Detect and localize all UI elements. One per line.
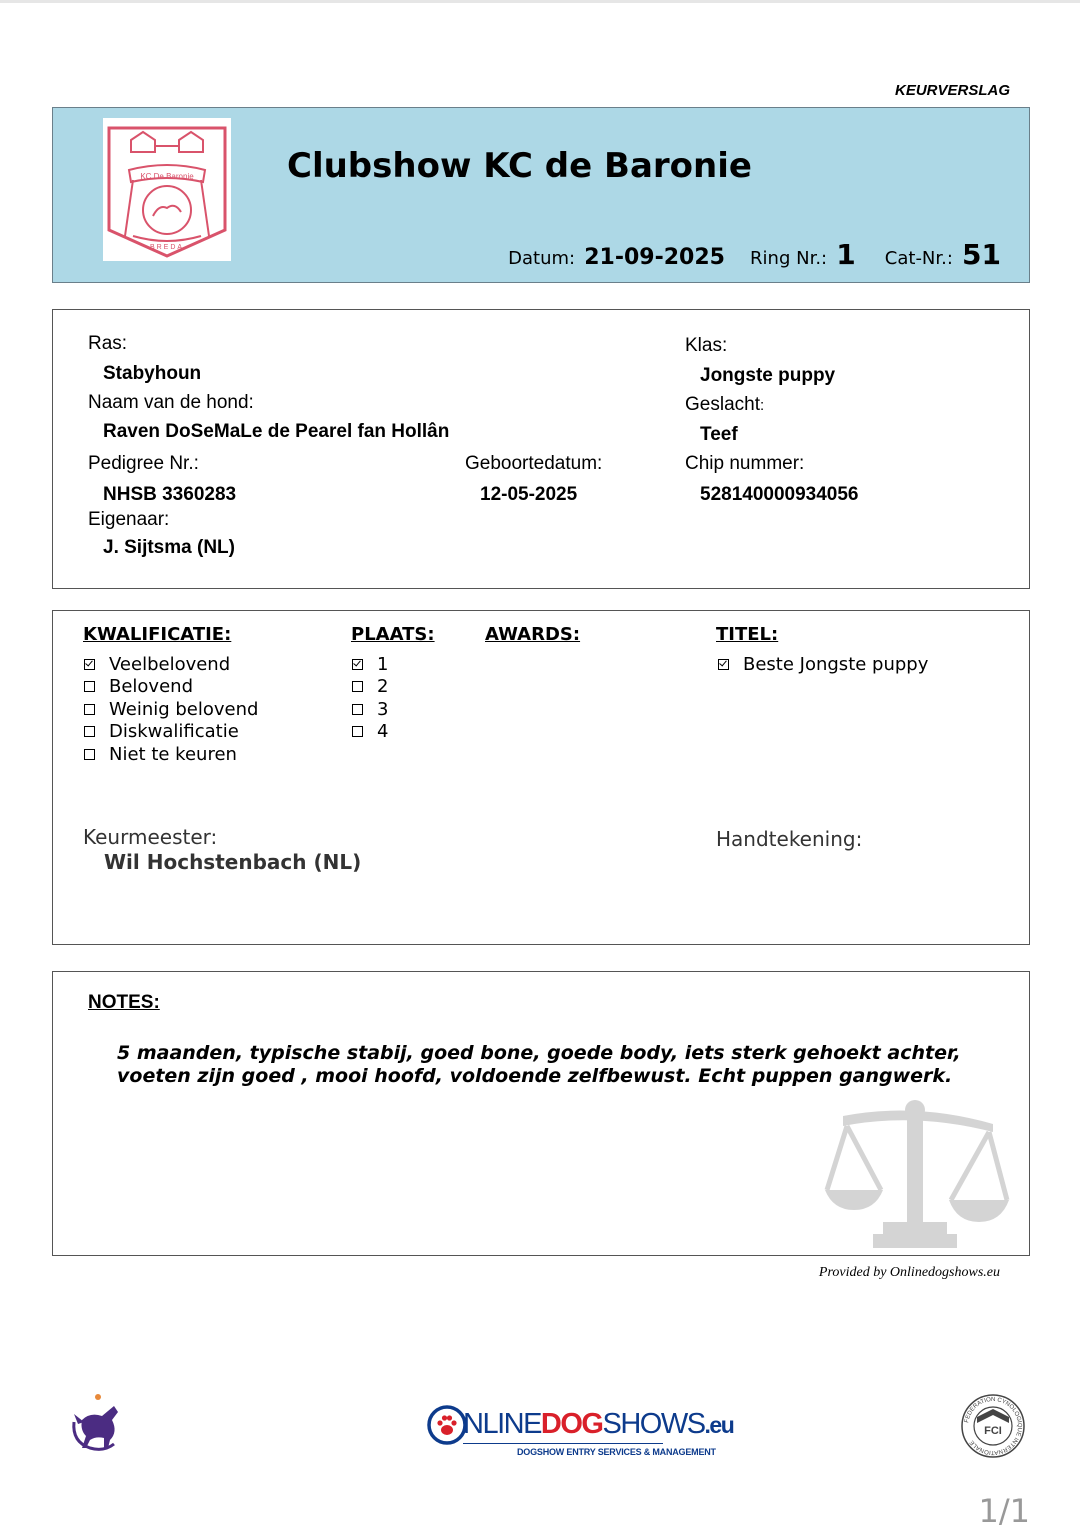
breed-label: Ras:	[88, 333, 128, 354]
cat-value: 51	[962, 238, 1001, 271]
class-value: Jongste puppy	[700, 365, 836, 386]
place-option-label: 4	[377, 721, 389, 743]
qualification-option	[84, 654, 230, 676]
onlinedogshows-wordmark	[463, 1408, 733, 1441]
fci-logo-icon	[960, 1393, 1026, 1459]
page-number: 1/1	[978, 1492, 1030, 1530]
ods-divider	[463, 1443, 663, 1444]
birthdate-label: Geboortedatum:	[465, 453, 603, 474]
judge-value: Wil Hochstenbach (NL)	[104, 850, 362, 874]
show-header	[52, 107, 1030, 283]
checked-box-icon	[84, 659, 95, 670]
checkbox-icon	[352, 681, 363, 692]
checked-box-icon	[352, 659, 363, 670]
dog-info-box	[52, 309, 1030, 589]
club-logo	[103, 118, 231, 261]
club-logo-city: BREDA	[149, 244, 185, 251]
ods-tagline: DOGSHOW ENTRY SERVICES & MANAGEMENT	[517, 1447, 716, 1457]
notes-text: 5 maanden, typische stabij, goed bone, goede body, iets sterk gehoekt achter, voeten zijn goed , mooi hoofd, voldoende zelfbewust. Echt puppen gangwerk.	[117, 1042, 961, 1087]
fci-logo-text: FCI	[984, 1425, 1002, 1437]
club-logo-text: KC De Baronie	[140, 172, 194, 181]
checkbox-icon	[84, 749, 95, 760]
title-option	[718, 654, 928, 676]
fci-ring-text: FEDERATION CYNOLOGIQUE INTERNATIONALE	[964, 1396, 1023, 1456]
checked-box-icon	[718, 659, 729, 670]
place-option	[352, 676, 388, 698]
scales-watermark-icon	[823, 1100, 1013, 1256]
show-meta	[508, 238, 1001, 271]
sex-label	[685, 394, 764, 416]
judging-box	[52, 610, 1030, 945]
date-value: 21-09-2025	[584, 245, 725, 270]
ods-eu: .eu	[704, 1412, 734, 1438]
ods-shows: SHOWS	[602, 1408, 705, 1440]
owner-value: J. Sijtsma (NL)	[103, 537, 235, 558]
qualification-option	[84, 676, 193, 698]
class-label: Klas:	[685, 335, 728, 356]
qualification-option	[84, 699, 258, 721]
sex-value: Teef	[700, 424, 738, 445]
date-label: Datum:	[508, 248, 576, 269]
qualification-option	[84, 721, 239, 743]
qualification-option-label: Belovend	[109, 676, 193, 698]
qualification-heading: KWALIFICATIE:	[83, 624, 232, 645]
report-type: KEURVERSLAG	[894, 82, 1010, 99]
place-option	[352, 654, 388, 676]
qualification-option-label: Veelbelovend	[109, 654, 231, 675]
checkbox-icon	[84, 704, 95, 715]
checkbox-icon	[352, 704, 363, 715]
chip-value: 528140000934056	[700, 484, 859, 505]
cat-label: Cat-Nr.:	[884, 248, 953, 269]
dog-name-label: Naam van de hond:	[88, 392, 254, 413]
title-heading: TITEL:	[716, 624, 779, 645]
notes-heading: NOTES:	[88, 992, 160, 1013]
awards-heading: AWARDS:	[485, 624, 581, 645]
place-option	[352, 721, 388, 743]
judge-label: Keurmeester:	[83, 825, 218, 849]
birthdate-value: 12-05-2025	[480, 484, 578, 505]
onlinedogshows-logo	[427, 1405, 734, 1461]
checkbox-icon	[352, 726, 363, 737]
pedigree-value: NHSB 3360283	[103, 484, 237, 505]
checkbox-icon	[84, 726, 95, 737]
ods-dog: DOG	[540, 1408, 603, 1440]
qualification-option-label: Niet te keuren	[109, 743, 237, 765]
qualification-option-label: Diskwalificatie	[109, 721, 239, 743]
place-heading: PLAATS:	[351, 624, 435, 645]
place-option	[352, 699, 388, 721]
pedigree-label: Pedigree Nr.:	[88, 453, 199, 474]
qualification-option-label: Weinig belovend	[109, 698, 259, 720]
signature-label: Handtekening:	[716, 827, 863, 851]
ring-value: 1	[836, 238, 856, 271]
place-option-label: 3	[377, 698, 389, 720]
qualification-option	[84, 744, 237, 766]
place-option-label: 2	[377, 676, 389, 698]
checkbox-icon	[84, 681, 95, 692]
title-option-label: Beste Jongste puppy	[743, 654, 929, 675]
paw-icon	[427, 1405, 467, 1445]
chip-label: Chip nummer:	[685, 453, 805, 474]
dog-name-value: Raven DoSeMaLe de Pearel fan Hollân	[103, 421, 450, 442]
dog-club-logo-icon	[68, 1392, 130, 1454]
sex-label-colon: :	[759, 397, 765, 414]
owner-label: Eigenaar:	[88, 509, 170, 530]
breed-value: Stabyhoun	[103, 363, 202, 384]
ring-label: Ring Nr.:	[750, 248, 828, 269]
show-title: Clubshow KC de Baronie	[287, 146, 752, 186]
place-option-label: 1	[377, 654, 389, 675]
notes-box	[52, 971, 1030, 1256]
sex-label-text: Geslacht	[685, 394, 760, 415]
ods-nline: NLINE	[463, 1408, 541, 1440]
provided-by: Provided by Onlinedogshows.eu	[818, 1265, 1000, 1280]
page-top-edge	[0, 0, 1080, 3]
